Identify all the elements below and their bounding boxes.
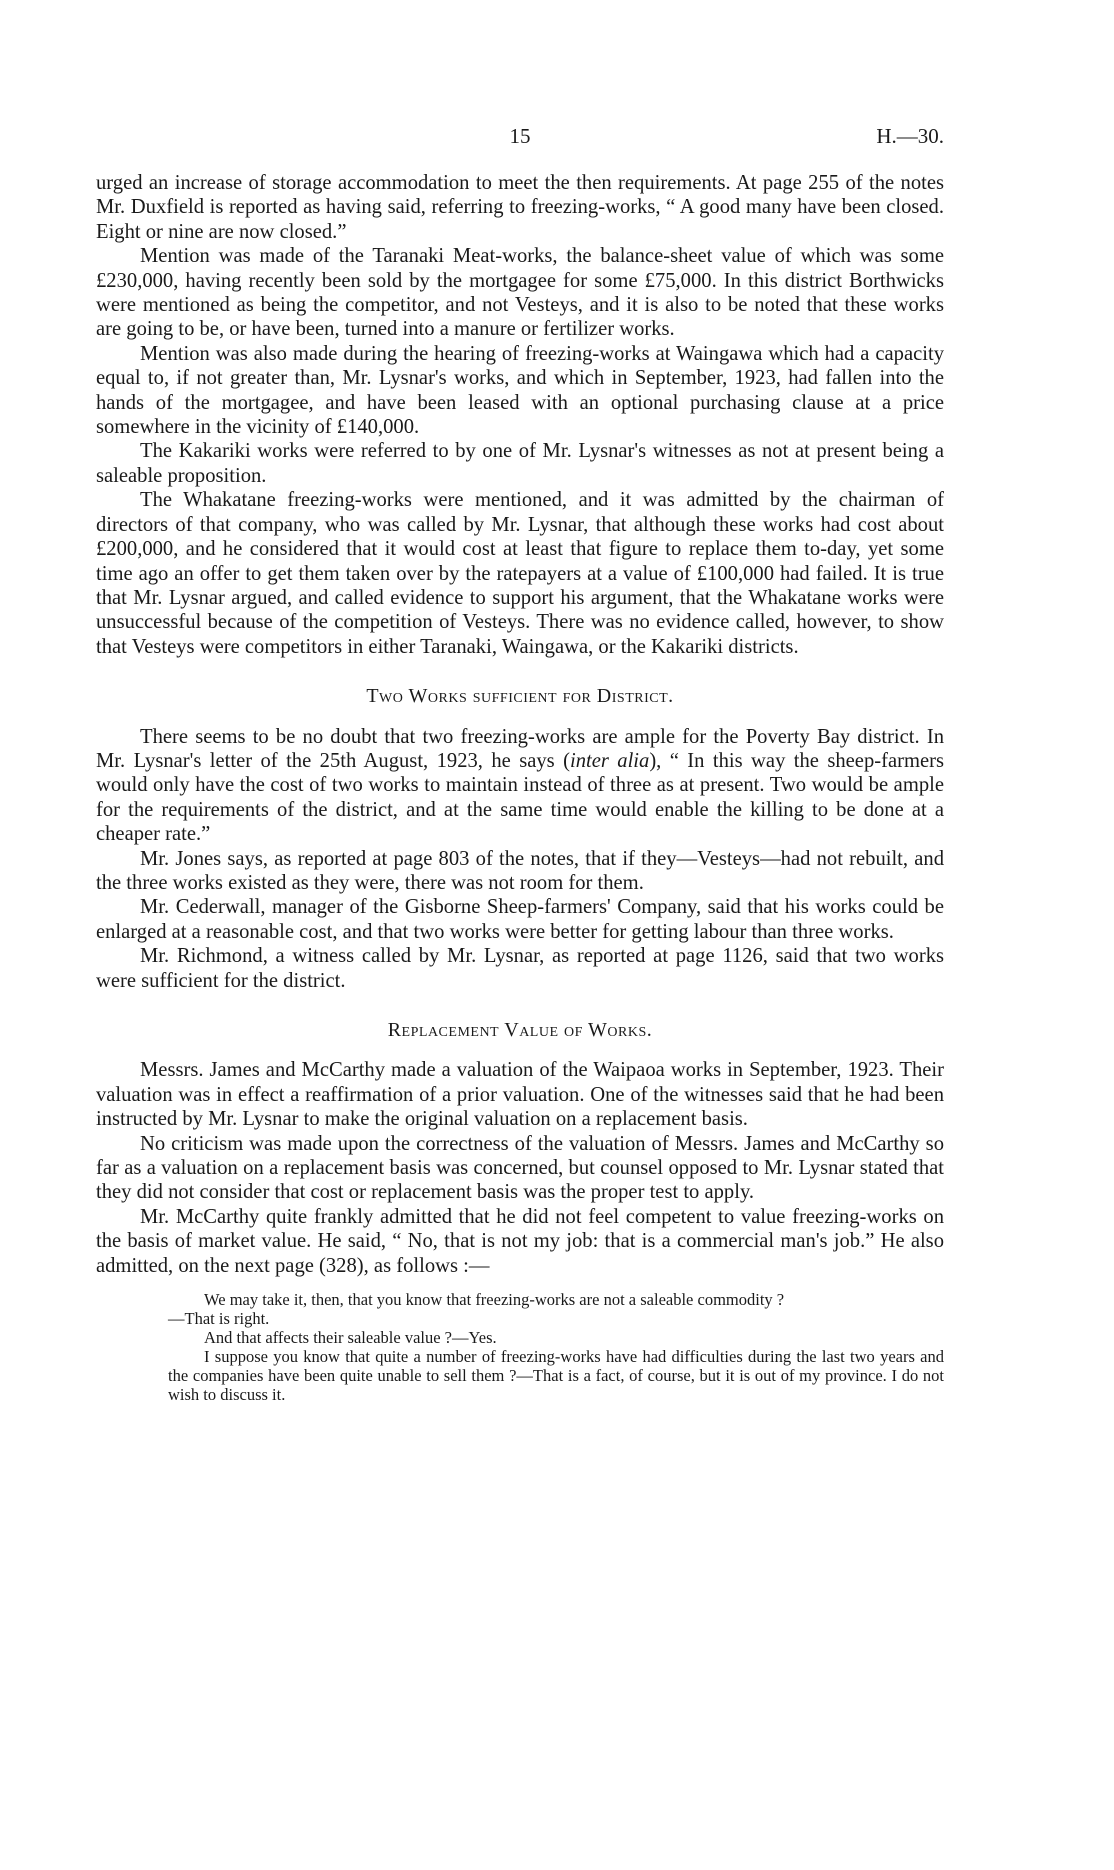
page-number: 15 [509,124,531,148]
paragraph: Mr. Richmond, a witness called by Mr. Lysnar, as reported at page 1126, said that two works were sufficient for the district. [96,945,944,992]
section-heading: Two Works sufficient for District. [366,685,674,708]
paragraph: Mention was also made during the hearing of freezing-works at Waingawa which had a capacity equal to, if not greater than, Mr. Lysnar's works, and which in September, 1923, had fallen into the hands of the mortgagee, and have been leased with an optional purchasing clause at a price somewhere in the vicinity of £140,000. [96,342,944,439]
paragraph [96,725,944,847]
page-header [96,124,944,156]
quote-line: And that affects their saleable value ?—Yes. [204,1328,497,1348]
quote-line: I suppose you know that quite a number of freezing-works have had difficulties during the last two years and the companies have been quite unable to sell them ?—That is a fact, of course, but it is out of my province. I do not wish to discuss it. [168,1347,944,1405]
testimony-quote [168,1290,944,1404]
italic-phrase: inter alia [569,749,650,772]
section-heading: Replacement Value of Works. [387,1019,653,1041]
paragraph: Mr. McCarthy quite frankly admitted that he did not feel competent to value freezing-works on the basis of market value. He said, “ No, that is not my job: that is a commercial man's job.” He also admitted, on the next page (328), as follows :— [96,1205,944,1277]
paragraph: Mention was made of the Taranaki Meat-works, the balance-sheet value of which was some £230,000, having recently been sold by the mortgagee for some £75,000. In this district Borthwicks were mentioned as being the competitor, and not Vesteys, and it is also to be noted that these works are going to be, or have been, turned into a manure or fertilizer works. [96,245,944,341]
body-text [96,171,944,1404]
paragraph: No criticism was made upon the correctness of the valuation of Messrs. James and McCarthy so far as a valuation on a replacement basis was concerned, but counsel opposed to Mr. Lysnar stated that they did not consider that cost or replacement basis was the proper test to apply. [96,1132,944,1204]
paragraph-text: ), “ In this way the sheep-farmers would only have the cost of two works to maintain instead of three as at present. Two would be ample for the requirements of the district, and at the same time would enable the killing to be done at a cheaper rate.” [96,749,944,846]
paragraph: The Whakatane freezing-works were mentioned, and it was admitted by the chairman of directors of that company, who was called by Mr. Lysnar, that although these works had cost about £200,000, and he considered that it would cost at least that figure to replace them to-day, yet some time ago an offer to get them taken over by the ratepayers at a value of £100,000 had failed. It is true that Mr. Lysnar argued, and called evidence to support his argument, that the Whakatane works were unsuccessful because of the competition of Vesteys. There was no evidence called, however, to show that Vesteys were competitors in either Taranaki, Waingawa, or the Kakariki districts. [96,489,944,658]
paragraph: Messrs. James and McCarthy made a valuation of the Waipaoa works in September, 1923. Their valuation was in effect a reaffirmation of a prior valuation. One of the witnesses said that he had been instructed by Mr. Lysnar to make the original valuation on a replacement basis. [96,1059,944,1131]
paragraph: Mr. Jones says, as reported at page 803 of the notes, that if they—Vesteys—had not rebuilt, and the three works existed as they were, there was not room for them. [96,847,944,894]
document-reference: H.—30. [876,124,944,148]
paragraph-text: There seems to be no doubt that two freezing-works are ample for the Poverty Bay district. In Mr. Lysnar's letter of the 25th August, 1923, he says ( [96,725,944,772]
paragraph: Mr. Cederwall, manager of the Gisborne Sheep-farmers' Company, said that his works could be enlarged at a reasonable cost, and that two works were better for getting labour than three works. [96,896,944,943]
paragraph: The Kakariki works were referred to by one of Mr. Lysnar's witnesses as not at present being a saleable proposition. [96,440,944,487]
quote-line: We may take it, then, that you know that freezing-works are not a saleable commodity ? [204,1290,785,1310]
paragraph: urged an increase of storage accommodation to meet the then requirements. At page 255 of the notes Mr. Duxfield is reported as having said, referring to freezing-works, “ A good many have been closed. Eight or nine are now closed.” [96,172,944,243]
quote-line: —That is right. [168,1309,270,1329]
